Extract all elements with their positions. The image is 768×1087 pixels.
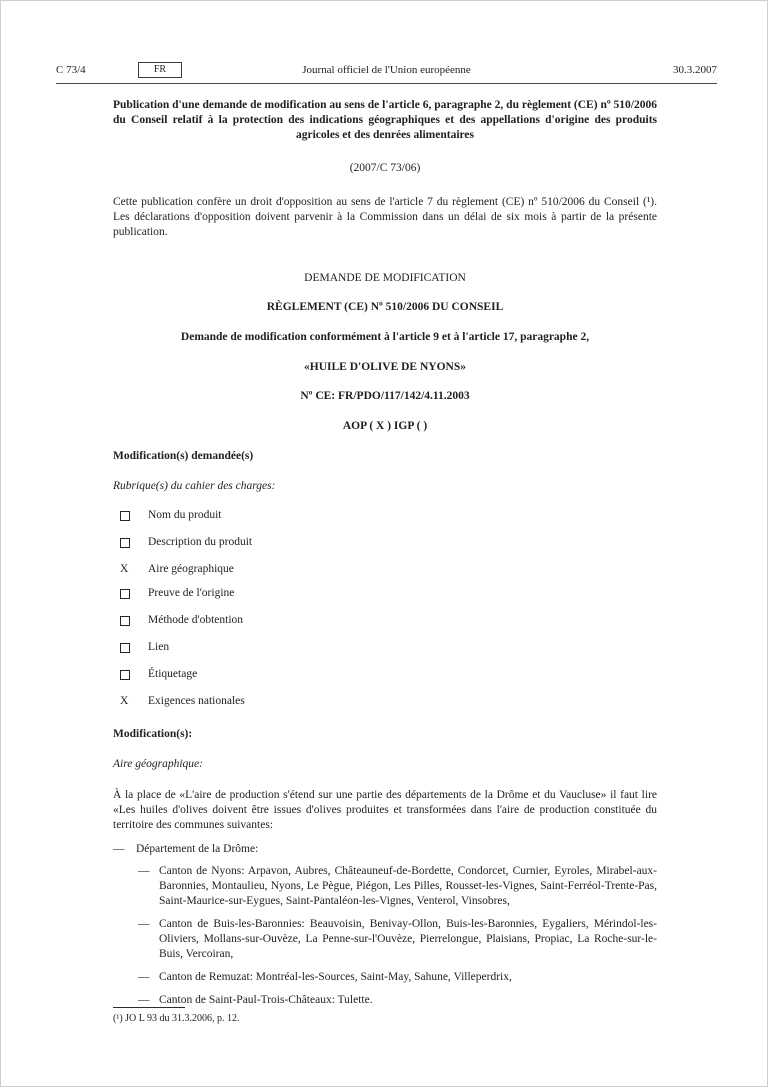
canton-item	[138, 993, 657, 1008]
footnote-rule	[113, 1007, 185, 1008]
canton-item	[138, 864, 657, 909]
canton-item	[138, 970, 657, 985]
canton-text: Canton de Buis-les-Baronnies: Beauvoisin, Benivay-Ollon, Buis-les-Baronnies, Eygaliers, Mérindol-les-Oliviers, Mollans-sur-Ouvèze, La Penne-sur-l'Ouvèze, Pierrelongue, Plaisians, Propiac, La Roche-sur-le-Buis, Vercoiran,	[159, 918, 657, 960]
dash-marker: —	[113, 843, 125, 855]
checklist-item	[113, 613, 657, 631]
header-date: 30.3.2007	[673, 64, 717, 76]
dash-marker: —	[138, 994, 150, 1006]
checkbox-unchecked-icon	[120, 538, 130, 548]
page-number: C 73/4	[56, 64, 86, 76]
checklist-mark-cell	[113, 508, 148, 526]
checklist-mark-cell	[113, 694, 148, 709]
heading-conformement: Demande de modification conformément à l'article 9 et à l'article 17, paragraphe 2,	[180, 331, 590, 343]
checklist-item-label: Description du produit	[148, 536, 253, 548]
checklist-item-label: Nom du produit	[148, 509, 222, 521]
checklist-item-label: Preuve de l'origine	[148, 587, 235, 599]
canton-text: Canton de Nyons: Arpavon, Aubres, Châteauneuf-de-Bordette, Condorcet, Curnier, Eyroles, Mirabel-aux-Baronnies, Montaulieu, Nyons, Le Pègue, Piégon, Les Pilles, Rousset-les-Vignes, Saint-Ferréol-Trente-Pas, Saint-Maurice-sur-Eygues, Saint-Pantaléon-les-Vignes, Venterol, Vinsobres,	[159, 865, 657, 907]
modification-paragraph: À la place de «L'aire de production s'étend sur une partie des départements de la Drôme et du Vaucluse» il faut lire «Les huiles d'olives doivent être issues d'olives produites et transformées dans l'aire de production constituée du territoire des communes suivantes:	[113, 789, 657, 831]
checklist-item-label: Exigences nationales	[148, 695, 245, 707]
rubrique-aire-geographique: Aire géographique:	[113, 758, 203, 770]
document-body	[113, 1, 657, 1016]
checklist-item	[113, 640, 657, 658]
department-label: Département de la Drôme:	[136, 843, 259, 855]
heading-product-name: «HUILE D'OLIVE DE NYONS»	[304, 361, 466, 373]
heading-reglement: RÈGLEMENT (CE) Nº 510/2006 DU CONSEIL	[266, 301, 504, 313]
checklist-item	[113, 508, 657, 526]
rubrique-checklist	[113, 508, 657, 709]
language-code: FR	[153, 64, 167, 75]
footnote-text: (¹) JO L 93 du 31.3.2006, p. 12.	[113, 1013, 240, 1024]
canton-text: Canton de Remuzat: Montréal-les-Sources, Saint-May, Sahune, Villeperdrix,	[159, 971, 512, 983]
checklist-item-label: Lien	[148, 641, 170, 653]
checklist-item	[113, 667, 657, 685]
checklist-item	[113, 562, 657, 577]
document-reference: (2007/C 73/06)	[349, 162, 421, 174]
heading-aop-igp: AOP ( X ) IGP ( )	[342, 420, 428, 432]
dash-marker: —	[138, 918, 150, 930]
checklist-item-label: Étiquetage	[148, 668, 198, 680]
dash-marker: —	[138, 971, 150, 983]
dash-marker: —	[138, 865, 150, 877]
rubrique-cahier-des-charges: Rubrique(s) du cahier des charges:	[113, 480, 276, 492]
checklist-mark-cell	[113, 613, 148, 631]
checklist-item	[113, 586, 657, 604]
checklist-item	[113, 535, 657, 553]
checklist-mark-cell	[113, 667, 148, 685]
department-item	[113, 842, 657, 857]
checklist-mark-cell	[113, 535, 148, 553]
checkbox-checked-x: X	[120, 695, 129, 707]
checklist-mark-cell	[113, 562, 148, 577]
canton-list	[138, 864, 657, 1008]
checkbox-unchecked-icon	[120, 643, 130, 653]
checklist-item	[113, 694, 657, 709]
section-modifications: Modification(s):	[113, 728, 193, 740]
checkbox-unchecked-icon	[120, 670, 130, 680]
checkbox-checked-x: X	[120, 563, 129, 575]
document-title: Publication d'une demande de modification au sens de l'article 6, paragraphe 2, du règlement (CE) nº 510/2006 du Conseil relatif à la protection des indications géographiques et des appellations d'origine des produits agricoles et des denrées alimentaires	[113, 99, 657, 141]
checklist-item-label: Méthode d'obtention	[148, 614, 244, 626]
canton-text: Canton de Saint-Paul-Trois-Châteaux: Tulette.	[159, 994, 373, 1006]
heading-demande-de-modification: DEMANDE DE MODIFICATION	[304, 272, 466, 284]
checkbox-unchecked-icon	[120, 616, 130, 626]
journal-title: Journal officiel de l'Union européenne	[302, 64, 471, 76]
heading-ce-number: Nº CE: FR/PDO/117/142/4.11.2003	[300, 390, 470, 402]
section-modifications-demandees: Modification(s) demandée(s)	[113, 450, 254, 462]
checklist-mark-cell	[113, 640, 148, 658]
checkbox-unchecked-icon	[120, 511, 130, 521]
intro-paragraph: Cette publication confère un droit d'opposition au sens de l'article 7 du règlement (CE) nº 510/2006 du Conseil (¹). Les déclarations d'opposition doivent parvenir à la Commission dans un délai de six mois à partir de la présente publication.	[113, 196, 657, 238]
checklist-mark-cell	[113, 586, 148, 604]
checkbox-unchecked-icon	[120, 589, 130, 599]
checklist-item-label: Aire géographique	[148, 563, 234, 575]
canton-item	[138, 917, 657, 962]
